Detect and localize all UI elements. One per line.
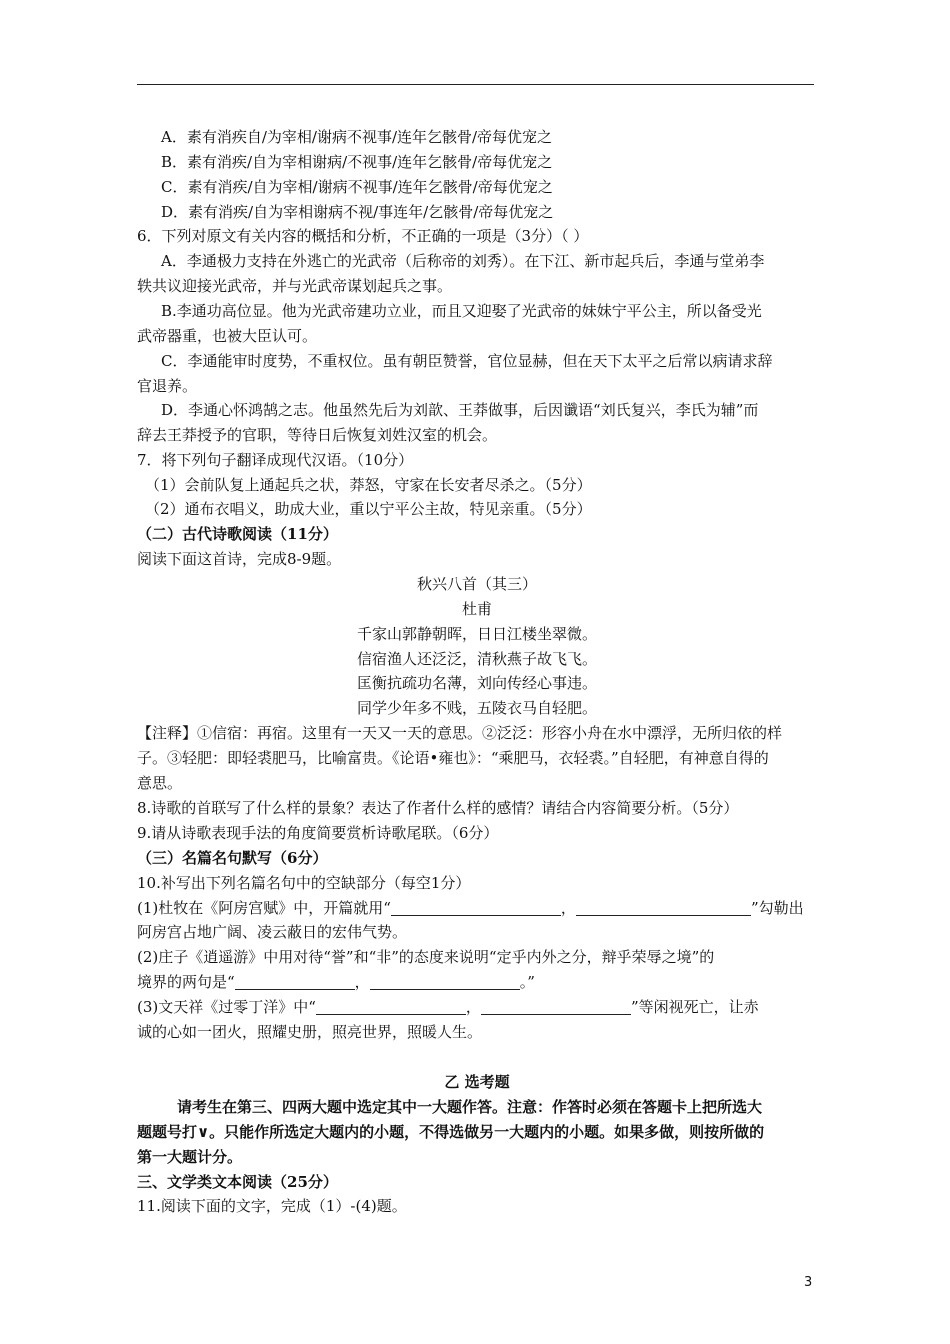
q10-item-1-line1: [137, 896, 817, 921]
section-heading-poetry: （二）古代诗歌阅读（11分）: [137, 525, 338, 543]
fill-blank-2[interactable]: [576, 899, 751, 916]
poem-note-line2: 子。③轻肥：即轻裘肥马，比喻富贵。《论语•雍也》：“乘肥马，衣轻裘。”自轻肥，有神意自得的: [137, 749, 769, 767]
q7-stem: 7．将下列句子翻译成现代汉语。（10分）: [137, 451, 414, 469]
poem-author: 杜甫: [461, 600, 492, 618]
q10-item-3-line1: [137, 995, 817, 1020]
poem-title: 秋兴八首（其三）: [416, 575, 537, 593]
poem-note-line3: 意思。: [137, 774, 183, 792]
fill-blank-1[interactable]: [391, 899, 561, 916]
q10-item-2-end: 。”: [519, 973, 535, 991]
poem-line-4: 同学少年多不贱，五陵衣马自轻肥。: [356, 699, 597, 717]
q10-item-2-sep: ，: [354, 973, 370, 991]
q10-item-2-line2: [137, 970, 817, 995]
q10-item-3-line2: 诚的心如一团火，照耀史册，照亮世界，照暖人生。: [137, 1023, 483, 1041]
q10-item-1-prefix: (1)杜牧在《阿房宫赋》中，开篇就用“: [137, 899, 391, 917]
q9: 9.请从诗歌表现手法的角度简要赏析诗歌尾联。（6分）: [137, 824, 499, 842]
q6-option-c-line1: C．李通能审时度势，不重权位。虽有朝臣赞誉，官位显赫，但在天下太平之后常以病请求辞: [161, 352, 773, 370]
fill-blank-3[interactable]: [235, 973, 355, 990]
poetry-intro: 阅读下面这首诗，完成8-9题。: [137, 550, 342, 568]
poem-line-1: 千家山郭静朝晖，日日江楼坐翠微。: [356, 625, 597, 643]
q10-item-1-sep: ，: [560, 899, 576, 917]
q6-option-c-line2: 官退养。: [137, 377, 198, 395]
q10-item-2-line1: (2)庄子《逍遥游》中用对待“誉”和“非”的态度来说明“定乎内外之分，辩乎荣辱之境”的: [137, 948, 715, 966]
q10-item-1-suffix: ”勾勒出: [750, 899, 804, 917]
q10-stem: 10.补写出下列名篇名句中的空缺部分（每空1分）: [137, 874, 471, 892]
fill-blank-5[interactable]: [316, 998, 466, 1015]
poem-line-3: 匡衡抗疏功名薄，刘向传经心事违。: [356, 674, 597, 692]
q6-option-b-line2: 武帝器重，也被大臣认可。: [137, 327, 318, 345]
q7-item-1: （1）会前队复上通起兵之状，莽怒，守家在长安者尽杀之。（5分）: [145, 476, 592, 494]
part-b-instruction-line3: 第一大题计分。: [137, 1148, 243, 1166]
q6-option-b-line1: B.李通功高位显。他为光武帝建功立业，而且又迎娶了光武帝的妹妹宁平公主，所以备受光: [161, 302, 762, 320]
q11-stem: 11.阅读下面的文字，完成（1）-(4)题。: [137, 1197, 407, 1215]
part-b-instruction-line1: 请考生在第三、四两大题中选定其中一大题作答。注意：作答时必须在答题卡上把所选大: [177, 1098, 763, 1116]
q6-option-a-line1: A．李通极力支持在外逃亡的光武帝（后称帝的刘秀）。在下江、新市起兵后，李通与堂弟李: [161, 252, 765, 270]
poem-note-line1: 【注释】①信宿：再宿。这里有一天又一天的意思。②泛泛：形容小舟在水中漂浮，无所归依的样: [137, 724, 783, 742]
fill-blank-6[interactable]: [481, 998, 631, 1015]
q6-stem: 6．下列对原文有关内容的概括和分析，不正确的一项是（3分）（ ）: [137, 227, 589, 245]
header-rule: [137, 84, 814, 85]
q5-option-d: D．素有消疾/自为宰相谢病不视/事连年/乞骸骨/帝每优宠之: [161, 203, 554, 221]
q8: 8.诗歌的首联写了什么样的景象？表达了作者什么样的感情？请结合内容简要分析。（5分）: [137, 799, 739, 817]
section-heading-literary: 三、文学类文本阅读（25分）: [137, 1173, 338, 1191]
part-b-instruction-line2: 题题号打∨。只能作所选定大题内的小题，不得选做另一大题内的小题。如果多做，则按所做的: [137, 1123, 765, 1141]
q7-item-2: （2）通布衣唱义，助成大业，重以宁平公主故，特见亲重。（5分）: [145, 500, 592, 518]
q5-option-c: C．素有消疾/自为宰相/谢病不视事/连年乞骸骨/帝每优宠之: [161, 178, 553, 196]
q6-option-a-line2: 轶共议迎接光武帝，并与光武帝谋划起兵之事。: [137, 277, 453, 295]
q5-option-b: B．素有消疾/自为宰相谢病/不视事/连年乞骸骨/帝每优宠之: [161, 153, 553, 171]
q6-option-d-line1: D．李通心怀鸿鹄之志。他虽然先后为刘歆、王莽做事，后因谶语“刘氏复兴，李氏为辅”而: [161, 401, 759, 419]
q10-item-2-prefix: 境界的两句是“: [137, 973, 235, 991]
q10-item-3-sep: ，: [465, 998, 481, 1016]
page-number: 3: [804, 1275, 813, 1290]
q10-item-3-prefix: (3)文天祥《过零丁洋》中“: [137, 998, 316, 1016]
q10-item-3-suffix: ”等闲视死亡，让赤: [630, 998, 759, 1016]
q6-option-d-line2: 辞去王莽授予的官职，等待日后恢复刘姓汉室的机会。: [137, 426, 498, 444]
fill-blank-4[interactable]: [370, 973, 520, 990]
poem-line-2: 信宿渔人还泛泛，清秋燕子故飞飞。: [356, 650, 597, 668]
q5-option-a: A．素有消疾自/为宰相/谢病不视事/连年乞骸骨/帝每优宠之: [161, 128, 553, 146]
q10-item-1-line2: 阿房宫占地广阔、凌云蔽日的宏伟气势。: [137, 923, 408, 941]
section-heading-recitation: （三）名篇名句默写（6分）: [137, 849, 328, 867]
part-b-title: 乙 选考题: [444, 1073, 510, 1091]
